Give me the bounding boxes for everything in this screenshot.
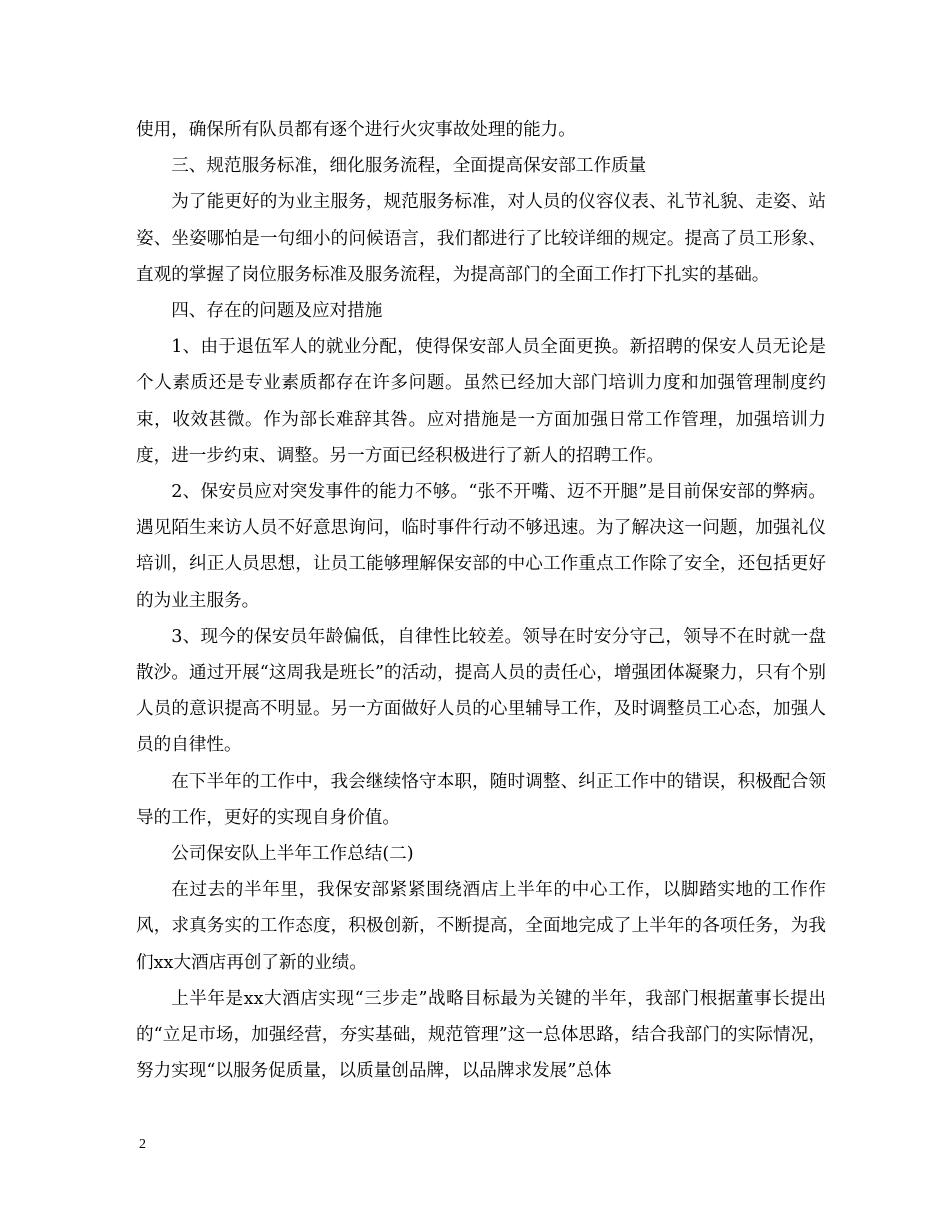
body-paragraph: 使用，确保所有队员都有逐个进行火灾事故处理的能力。 [136,120,576,140]
article-title: 公司保安队上半年工作总结(二) [171,844,414,865]
body-paragraph: 为了能更好的为业主服务，规范服务标准，对人员的仪容仪表、礼节礼貌、走姿、站姿、坐姿哪怕是一句细小的问候语言，我们都进行了比较详细的规定。提高了员工形象、直观的掌握了岗位服务标准及服务流程，为提高部门的全面工作打下扎实的基础。 [136,192,826,285]
list-item-1: 1、由于退伍军人的就业分配，使得保安部人员全面更换。新招聘的保安人员无论是个人素质还是专业素质都存在许多问题。虽然已经加大部门培训力度和加强管理制度约束，收效甚微。作为部长难辞其咎。应对措施是一方面加强日常工作管理，加强培训力度，进一步约束、调整。另一方面已经积极进行了新人的招聘工作。 [136,337,826,466]
section-heading-4: 四、存在的问题及应对措施 [171,301,383,322]
body-paragraph: 在过去的半年里，我保安部紧紧围绕酒店上半年的中心工作，以脚踏实地的工作作风，求真务实的工作态度，积极创新，不断提高，全面地完成了上半年的各项任务，为我们xx大酒店再创了新的业绩。 [136,880,826,973]
page-number: 2 [139,1137,146,1152]
list-item-3: 3、现今的保安员年龄偏低，自律性比较差。领导在时安分守己，领导不在时就一盘散沙。通过开展“这周我是班长”的活动，提高人员的责任心，增强团体凝聚力，只有个别人员的意识提高不明显。另一方面做好人员的心里辅导工作，及时调整员工心态，加强人员的自律性。 [136,626,826,756]
list-item-2: 2、保安员应对突发事件的能力不够。“张不开嘴、迈不开腿”是目前保安部的弊病。遇见陌生来访人员不好意思询问，临时事件行动不够迅速。为了解决这一问题，加强礼仪培训，纠正人员思想，让员工能够理解保安部的中心工作重点工作除了安全，还包括更好的为业主服务。 [136,482,826,611]
body-paragraph: 在下半年的工作中，我会继续恪守本职，随时调整、纠正工作中的错误，积极配合领导的工作，更好的实现自身价值。 [136,771,826,828]
section-heading-3: 三、规范服务标准，细化服务流程，全面提高保安部工作质量 [171,156,647,177]
body-paragraph: 上半年是xx大酒店实现“三步走”战略目标最为关键的半年，我部门根据董事长提出的“立足市场，加强经营，夯实基础，规范管理”这一总体思路，结合我部门的实际情况，努力实现“以服务促质量，以质量创品牌，以品牌求发展”总体 [136,988,826,1082]
document-body [136,112,826,1089]
